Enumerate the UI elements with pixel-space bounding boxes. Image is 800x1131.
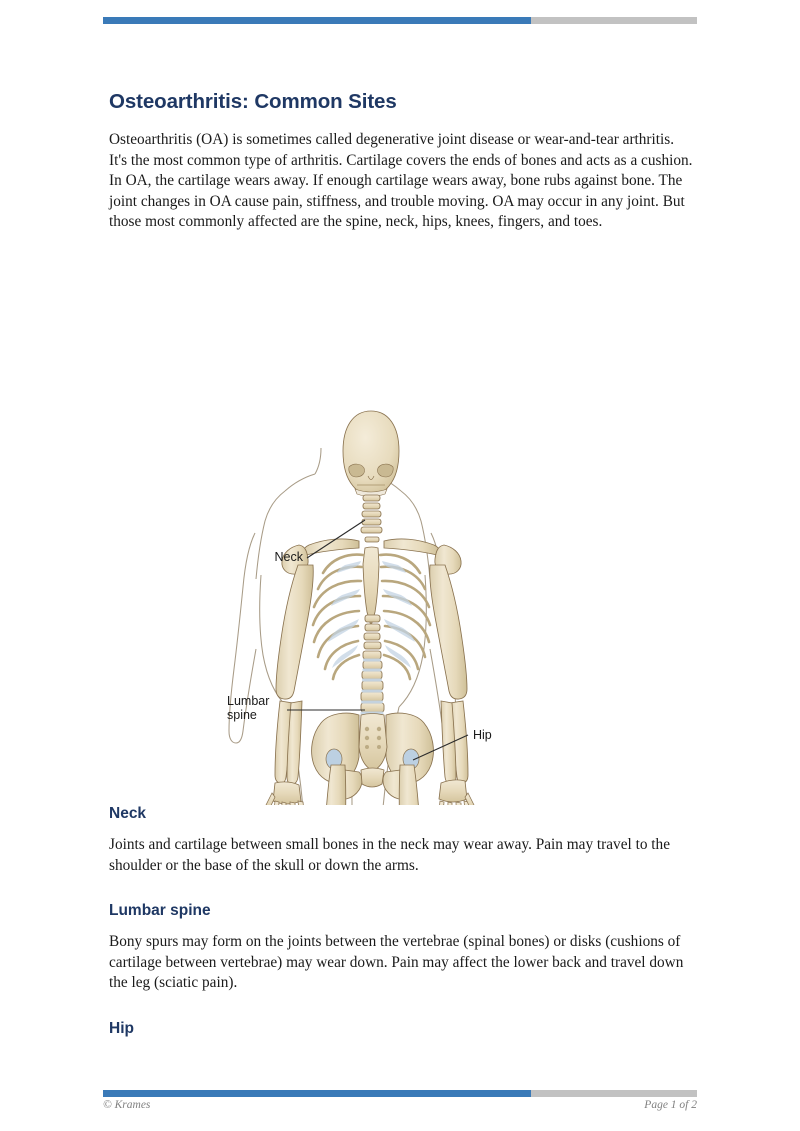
figure-label-hip: Hip xyxy=(473,727,492,742)
section-title-lumbar-spine: Lumbar spine xyxy=(109,902,211,920)
document-content xyxy=(109,90,694,1050)
skeleton-diagram-svg xyxy=(109,245,694,805)
intro-paragraph: Osteoarthritis (OA) is sometimes called degenerative joint disease or wear-and-tear arthritis. It's the most common type of arthritis. Cartilage covers the ends of bones and acts as a cushion. In OA, the cartilage wears away. If enough cartilage wears away, bone rubs against bone. The joint changes in OA cause pain, stiffness, and trouble moving. OA may occur in any joint. But those most commonly affected are the spine, neck, hips, knees, fingers, and toes. xyxy=(109,131,693,231)
figure-label-lumbar-spine-line2: spine xyxy=(227,707,257,722)
skull-bone xyxy=(343,411,399,497)
section-title-hip: Hip xyxy=(109,1019,134,1037)
footer-rule-gray-segment xyxy=(531,1090,697,1097)
section-body-neck: Joints and cartilage between small bones in the neck may wear away. Pain may travel to the shoulder or the base of the skull or down the arms. xyxy=(109,835,670,874)
section-neck xyxy=(109,805,694,876)
leader-line-neck xyxy=(307,520,365,558)
header-rule-blue-segment xyxy=(103,17,531,24)
sternum-bone xyxy=(363,547,379,626)
footer-page-number: Page 1 of 2 xyxy=(644,1099,697,1111)
figure-label-lumbar-spine-line1: Lumbar xyxy=(227,693,270,708)
footer-copyright: © Krames xyxy=(103,1099,151,1111)
section-title-neck: Neck xyxy=(109,804,147,822)
section-hip xyxy=(109,1020,694,1038)
header-rule xyxy=(103,17,697,24)
section-body-lumbar-spine: Bony spurs may form on the joints between the vertebrae (spinal bones) or disks (cushions of cartilage between vertebrae) may wear down. Pain may affect the lower back and travel down the leg (sciatic pain). xyxy=(109,933,684,992)
skeleton-figure xyxy=(109,245,694,805)
page-title: Osteoarthritis: Common Sites xyxy=(109,90,397,113)
header-rule-gray-segment xyxy=(531,17,697,24)
footer-rule-blue-segment xyxy=(103,1090,531,1097)
section-lumbar-spine xyxy=(109,902,694,994)
footer-rule xyxy=(103,1090,697,1097)
figure-label-neck: Neck xyxy=(274,549,303,564)
cervical-spine-bone xyxy=(361,495,382,533)
